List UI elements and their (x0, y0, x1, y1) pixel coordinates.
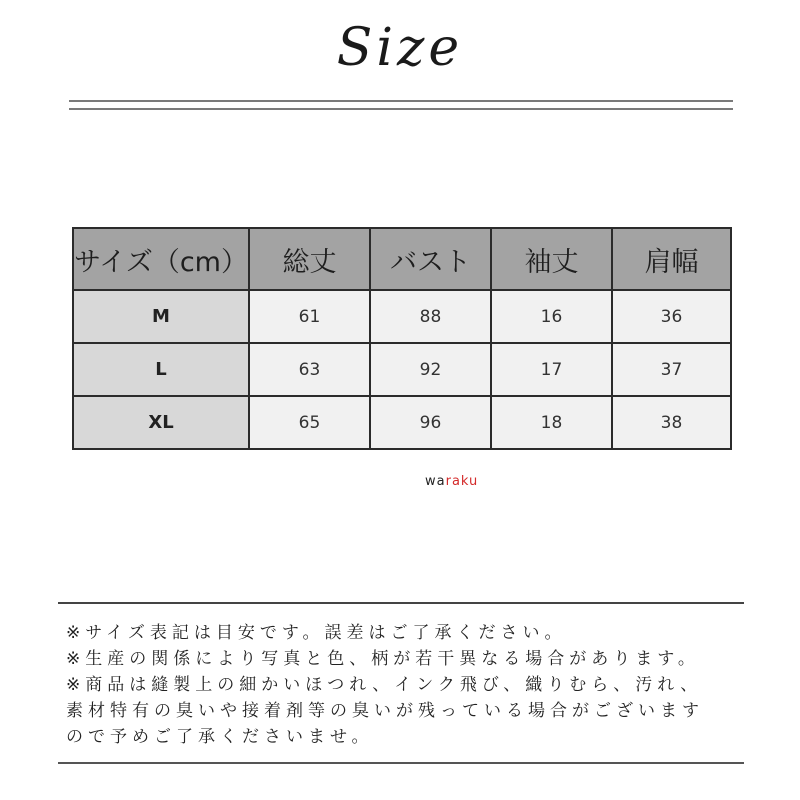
title-divider-bottom (69, 108, 733, 110)
notes-divider-top (58, 602, 744, 604)
cell-sleeve: 17 (491, 343, 612, 396)
column-header-size: サイズ（cm） (73, 228, 249, 290)
brand-logo (425, 474, 478, 489)
table-row (73, 343, 731, 396)
cell-shoulder: 36 (612, 290, 731, 343)
note-line: ※商品は縫製上の細かいほつれ、インク飛び、織りむら、汚れ、 (66, 675, 703, 695)
note-line: ※生産の関係により写真と色、柄が若干異なる場合があります。 (66, 649, 700, 669)
cell-sleeve: 18 (491, 396, 612, 449)
cell-shoulder: 37 (612, 343, 731, 396)
cell-length: 65 (249, 396, 370, 449)
size-chart-table (72, 227, 732, 450)
notes-divider-bottom (58, 762, 744, 764)
table-row (73, 396, 731, 449)
cell-length: 63 (249, 343, 370, 396)
cell-bust: 96 (370, 396, 491, 449)
cell-bust: 88 (370, 290, 491, 343)
note-line: ので予めご了承くださいませ。 (66, 727, 374, 747)
column-header-sleeve: 袖丈 (491, 228, 612, 290)
page-title: Size (336, 18, 464, 78)
cell-shoulder: 38 (612, 396, 731, 449)
brand-logo-part2: raku (445, 474, 479, 489)
size-label: L (73, 343, 249, 396)
cell-bust: 92 (370, 343, 491, 396)
column-header-bust: バスト (370, 228, 491, 290)
table-row (73, 290, 731, 343)
column-header-length: 総丈 (249, 228, 370, 290)
table-header-row (73, 228, 731, 290)
note-line: 素材特有の臭いや接着剤等の臭いが残っている場合がございます (66, 701, 704, 721)
note-line: ※サイズ表記は目安です。誤差はご了承ください。 (66, 623, 567, 643)
notes-block (66, 620, 766, 750)
brand-logo-part1: wa (425, 474, 446, 489)
cell-length: 61 (249, 290, 370, 343)
cell-sleeve: 16 (491, 290, 612, 343)
size-label: M (73, 290, 249, 343)
title-divider-top (69, 100, 733, 102)
size-label: XL (73, 396, 249, 449)
column-header-shoulder: 肩幅 (612, 228, 731, 290)
